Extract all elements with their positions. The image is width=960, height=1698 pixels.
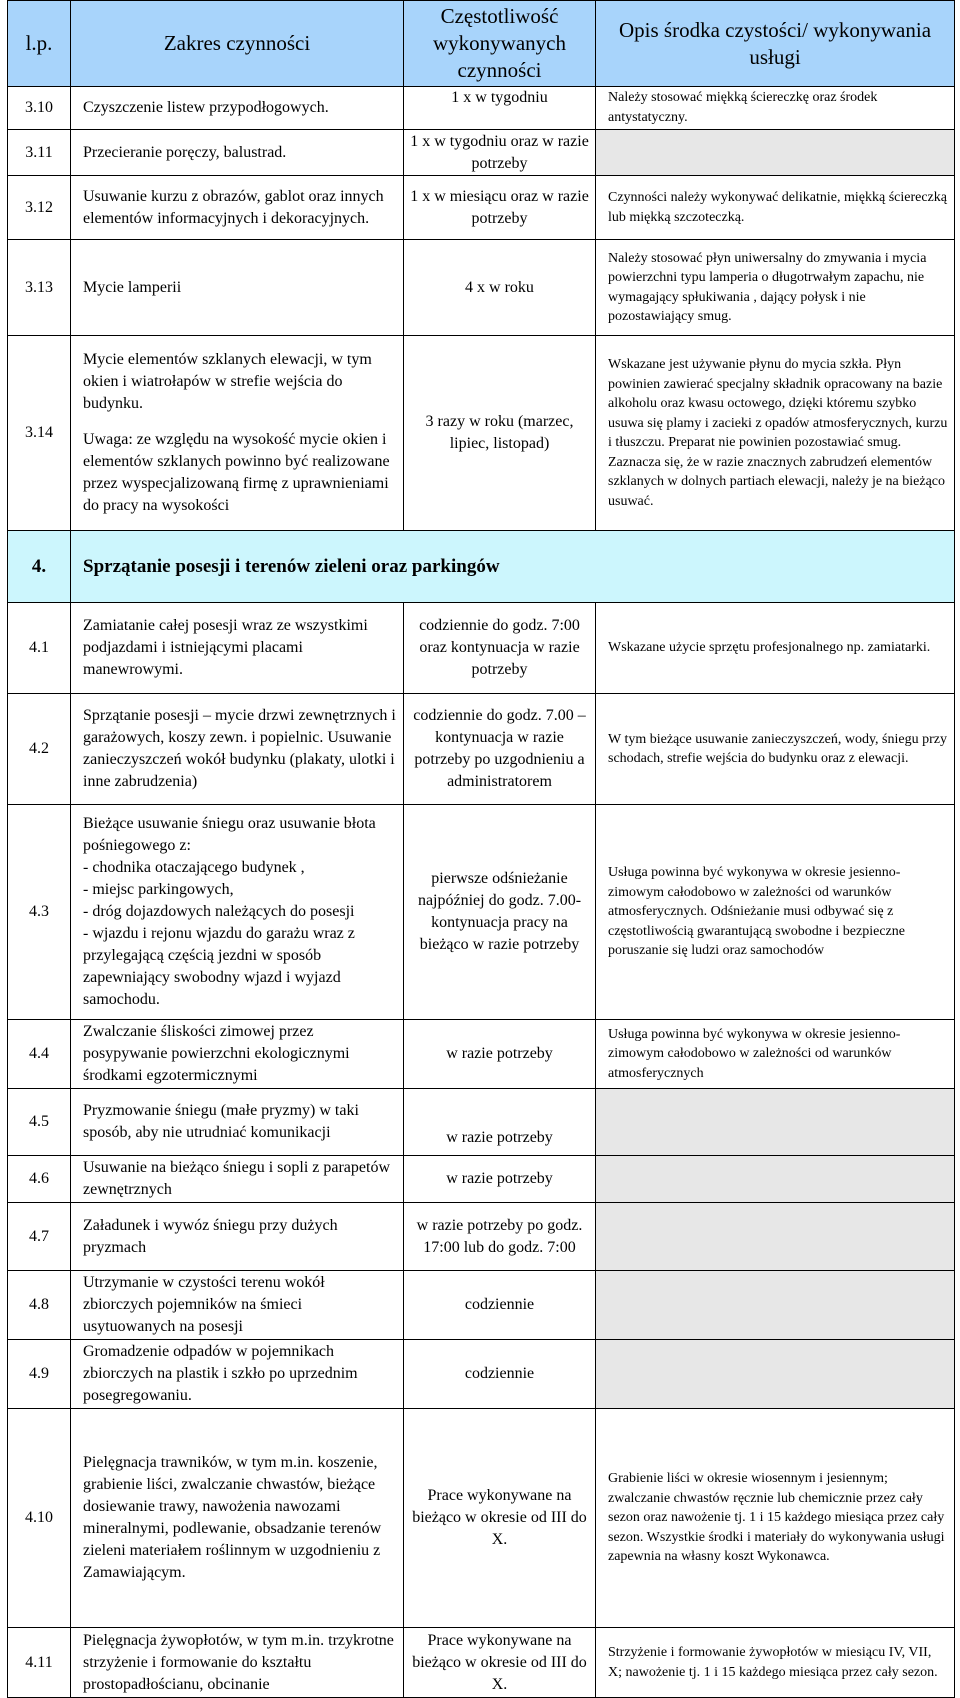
description-cell: Czynności należy wykonywać delikatnie, miękką ściereczką lub miękką szczoteczką.	[596, 176, 955, 240]
table-row	[8, 603, 955, 694]
frequency-cell: 1 x w tygodniu	[404, 87, 596, 130]
table-row	[8, 805, 955, 1020]
row-number: 4.9	[8, 1340, 71, 1409]
frequency-cell: codziennie	[404, 1271, 596, 1340]
task-cell: Gromadzenie odpadów w pojemnikach zbiorczych na plastik i szkło po uprzednim posegregowaniu.	[71, 1340, 404, 1409]
document-page	[7, 0, 954, 1698]
frequency-cell: 3 razy w roku (marzec, lipiec, listopad)	[404, 336, 596, 531]
frequency-cell: codziennie do godz. 7:00 oraz kontynuacja w razie potrzeby	[404, 603, 596, 694]
table-row	[8, 240, 955, 336]
task-cell: Załadunek i wywóz śniegu przy dużych pryzmach	[71, 1203, 404, 1271]
table-row	[8, 1156, 955, 1203]
table-row	[8, 1409, 955, 1628]
task-cell: Pielęgnacja trawników, w tym m.in. koszenie, grabienie liści, zwalczanie chwastów, bieżące dosiewanie trawy, nawożenia nawozami mineralnymi, podlewanie, obsadzanie terenów zieleni materiałem roślinnym w uzgodnieniu z Zamawiającym.	[71, 1409, 404, 1628]
task-cell: Zamiatanie całej posesji wraz ze wszystkimi podjazdami i istniejącymi placami manewrowymi.	[71, 603, 404, 694]
row-number: 4.2	[8, 694, 71, 805]
task-cell: Bieżące usuwanie śniegu oraz usuwanie błota pośniegowego z: - chodnika otaczającego budynek , - miejsc parkingowych, - dróg dojazdowych należących do posesji - wjazdu i rejonu wjazdu do garażu wraz z przylegającą częścią jezdni w sposób zapewniający swobodny wjazd i wyjazd samochodu.	[71, 805, 404, 1020]
task-cell: Pryzmowanie śniegu (małe pryzmy) w taki sposób, aby nie utrudniać komunikacji	[71, 1089, 404, 1156]
row-number: 3.10	[8, 87, 71, 130]
description-cell	[596, 1203, 955, 1271]
table-row	[8, 130, 955, 176]
frequency-cell: 1 x w miesiącu oraz w razie potrzeby	[404, 176, 596, 240]
frequency-cell: Prace wykonywane na bieżąco w okresie od III do X.	[404, 1628, 596, 1698]
task-cell: Sprzątanie posesji – mycie drzwi zewnętrznych i garażowych, koszy zewn. i popielnic. Usuwanie zanieczyszczeń wokół budynku (plakaty, ulotki i inne zabrudzenia)	[71, 694, 404, 805]
task-cell: Czyszczenie listew przypodłogowych.	[71, 87, 404, 130]
frequency-cell: w razie potrzeby	[404, 1020, 596, 1089]
task-cell: Mycie lamperii	[71, 240, 404, 336]
description-cell	[596, 1156, 955, 1203]
task-text: Mycie elementów szklanych elewacji, w tym okien i wiatrołapów w strefie wejścia do budynku.	[83, 351, 372, 412]
header-zakres: Zakres czynności	[71, 1, 404, 87]
description-cell: W tym bieżące usuwanie zanieczyszczeń, wody, śniegu przy schodach, strefie wejścia do budynku oraz z elewacji.	[596, 694, 955, 805]
description-cell: Należy stosować miękką ściereczkę oraz środek antystatyczny.	[596, 87, 955, 130]
row-number: 4.1	[8, 603, 71, 694]
frequency-cell: codziennie do godz. 7.00 – kontynuacja w razie potrzeby po uzgodnieniu a administratorem	[404, 694, 596, 805]
description-cell	[596, 1089, 955, 1156]
row-number: 3.12	[8, 176, 71, 240]
table-row	[8, 1089, 955, 1156]
row-number: 4.10	[8, 1409, 71, 1628]
row-number: 4.5	[8, 1089, 71, 1156]
task-cell: Usuwanie na bieżąco śniegu i sopli z parapetów zewnętrznych	[71, 1156, 404, 1203]
frequency-cell: codziennie	[404, 1340, 596, 1409]
description-cell: Usługa powinna być wykonywa w okresie jesienno-zimowym całodobowo w zależności od warunków atmosferycznych. Odśnieżanie musi odbywać się z częstotliwością gwarantującą swobodne i bezpieczne poruszanie się ludzi oraz samochodów	[596, 805, 955, 1020]
section-number: 4.	[8, 531, 71, 603]
row-number: 4.3	[8, 805, 71, 1020]
description-cell: Usługa powinna być wykonywa w okresie jesienno-zimowym całodobowo w zależności od warunków atmosferycznych	[596, 1020, 955, 1089]
task-cell: Usuwanie kurzu z obrazów, gablot oraz innych elementów informacyjnych i dekoracyjnych.	[71, 176, 404, 240]
row-number: 3.14	[8, 336, 71, 531]
table-row	[8, 176, 955, 240]
section-header-row	[8, 531, 955, 603]
row-number: 4.11	[8, 1628, 71, 1698]
description-cell	[596, 1271, 955, 1340]
description-cell: Należy stosować płyn uniwersalny do zmywania i mycia powierzchni typu lamperia o długotrwałym zapachu, nie wymagający spłukiwania , dający połysk i nie pozostawiający smug.	[596, 240, 955, 336]
table-row	[8, 1340, 955, 1409]
header-lp: l.p.	[8, 1, 71, 87]
description-cell: Wskazane jest używanie płynu do mycia szkła. Płyn powinien zawierać specjalny składnik opracowany na bazie alkoholu oraz kwasu octowego, dzięki któremu szybko usuwa się plamy i zacieki z opadów atmosferycznych, kurzu i tłuszczu. Preparat nie powinien pozostawiać smug. Zaznacza się, że w razie znacznych zabrudzeń elementów szklanych w dolnych partiach elewacji, należy je na bieżąco usuwać.	[596, 336, 955, 531]
frequency-cell: w razie potrzeby po godz. 17:00 lub do godz. 7:00	[404, 1203, 596, 1271]
table-row	[8, 1203, 955, 1271]
description-cell: Wskazane użycie sprzętu profesjonalnego np. zamiatarki.	[596, 603, 955, 694]
row-number: 4.8	[8, 1271, 71, 1340]
task-cell: Utrzymanie w czystości terenu wokół zbiorczych pojemników na śmieci usytuowanych na posesji	[71, 1271, 404, 1340]
row-number: 4.7	[8, 1203, 71, 1271]
task-cell	[71, 336, 404, 531]
frequency-cell: w razie potrzeby	[404, 1089, 596, 1156]
task-cell: Pielęgnacja żywopłotów, w tym m.in. trzykrotne strzyżenie i formowanie do kształtu prostopadłościanu, obcinanie	[71, 1628, 404, 1698]
frequency-cell: 1 x w tygodniu oraz w razie potrzeby	[404, 130, 596, 176]
row-number: 4.4	[8, 1020, 71, 1089]
row-number: 3.11	[8, 130, 71, 176]
task-note: Uwaga: ze względu na wysokość mycie okien i elementów szklanych powinno być realizowane przez wyspecjalizowaną firmę z uprawnieniami do pracy na wysokości	[83, 431, 390, 514]
frequency-cell: pierwsze odśnieżanie najpóźniej do godz. 7.00- kontynuacja pracy na bieżąco w razie potrzeby	[404, 805, 596, 1020]
header-opis: Opis środka czystości/ wykonywania usługi	[596, 1, 955, 87]
description-cell: Grabienie liści w okresie wiosennym i jesiennym; zwalczanie chwastów ręcznie lub chemicznie przez cały sezon oraz nawożenie tj. 1 i 15 każdego miesiąca przez cały sezon. Wszystkie środki i materiały do wykonywania usługi zapewnia na własny koszt Wykonawca.	[596, 1409, 955, 1628]
row-number: 4.6	[8, 1156, 71, 1203]
frequency-cell: 4 x w roku	[404, 240, 596, 336]
task-cell: Przecieranie poręczy, balustrad.	[71, 130, 404, 176]
table-row	[8, 694, 955, 805]
cleaning-schedule-table	[7, 0, 955, 1698]
description-cell: Strzyżenie i formowanie żywopłotów w miesiącu IV, VII, X; nawożenie tj. 1 i 15 każdego miesiąca przez cały sezon.	[596, 1628, 955, 1698]
header-czestotliwosc: Częstotliwość wykonywanych czynności	[404, 1, 596, 87]
description-cell	[596, 130, 955, 176]
frequency-cell: Prace wykonywane na bieżąco w okresie od III do X.	[404, 1409, 596, 1628]
frequency-cell: w razie potrzeby	[404, 1156, 596, 1203]
table-row	[8, 87, 955, 130]
table-header-row	[8, 1, 955, 87]
section-title: Sprzątanie posesji i terenów zieleni oraz parkingów	[71, 531, 955, 603]
table-row	[8, 1271, 955, 1340]
task-cell: Zwalczanie śliskości zimowej przez posypywanie powierzchni ekologicznymi środkami egzotermicznymi	[71, 1020, 404, 1089]
table-row	[8, 1020, 955, 1089]
table-row	[8, 336, 955, 531]
description-cell	[596, 1340, 955, 1409]
table-row	[8, 1628, 955, 1698]
row-number: 3.13	[8, 240, 71, 336]
